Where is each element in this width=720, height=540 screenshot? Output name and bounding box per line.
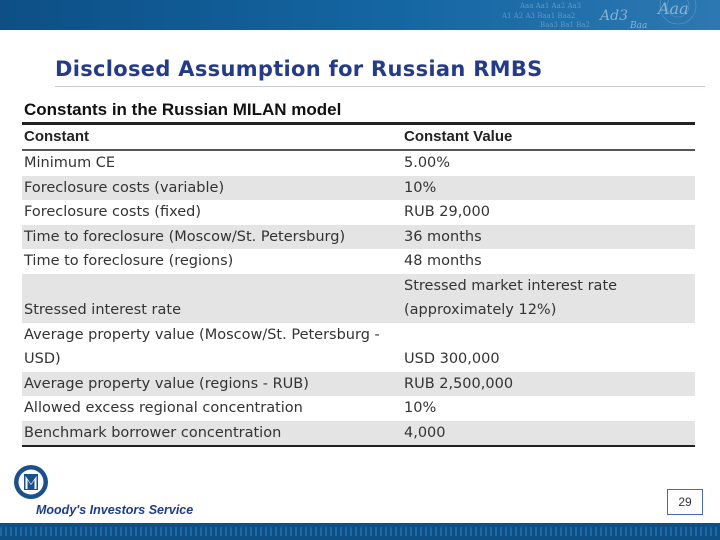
top-banner — [0, 0, 720, 30]
cell-value: USD 300,000 — [404, 351, 500, 367]
page-number: 29 — [667, 489, 703, 515]
column-header-value: Constant Value — [404, 128, 513, 145]
svg-text:Aaa Aa1 Aa2 Aa3: Aaa Aa1 Aa2 Aa3 — [520, 2, 582, 10]
cell-constant: Average property value (regions - RUB) — [24, 375, 309, 392]
moodys-logo-icon — [13, 464, 49, 500]
title-divider — [55, 86, 705, 87]
table-row — [22, 200, 695, 225]
table-row — [22, 396, 695, 421]
cell-value: 10% — [404, 179, 437, 196]
cell-constant: Allowed excess regional concentration — [24, 400, 303, 416]
cell-constant: Foreclosure costs (variable) — [24, 179, 225, 196]
company-name: Moody's Investors Service — [36, 503, 194, 517]
cell-value: 36 months — [404, 228, 482, 245]
cell-constant: Minimum CE — [24, 155, 116, 171]
slide-title: Disclosed Assumption for Russian RMBS — [55, 57, 543, 81]
cell-value: 48 months — [404, 253, 482, 269]
cell-constant: Time to foreclosure (Moscow/St. Petersburg) — [24, 228, 346, 245]
table-heading: Constants in the Russian MILAN model — [24, 100, 342, 119]
svg-text:Ad3: Ad3 — [600, 8, 628, 24]
table-row — [22, 421, 695, 446]
table-row — [22, 249, 695, 274]
column-header-constant: Constant — [24, 128, 89, 145]
bottom-banner — [0, 523, 720, 540]
rating-symbols-decoration — [480, 0, 720, 30]
svg-text:Baa3 Ba1 Ba2: Baa3 Ba1 Ba2 — [540, 21, 590, 29]
table-header-row — [22, 125, 695, 149]
table-body — [22, 151, 695, 445]
cell-constant: Benchmark borrower concentration — [24, 424, 282, 441]
cell-constant: Stressed interest rate — [24, 302, 181, 318]
table-row — [22, 372, 695, 397]
milan-constants-table — [22, 98, 695, 447]
table-row — [22, 274, 695, 323]
cell-value: 10% — [404, 400, 437, 416]
cell-value: Stressed market interest rate (approximately 12%) — [404, 277, 618, 318]
svg-text:A1 A2 A3 Baa1 Baa2: A1 A2 A3 Baa1 Baa2 — [502, 12, 576, 20]
cell-value: RUB 29,000 — [404, 204, 490, 220]
table-row — [22, 151, 695, 176]
cell-constant: Foreclosure costs (fixed) — [24, 204, 202, 220]
table-bottom-rule — [22, 445, 695, 447]
table-row — [22, 225, 695, 250]
cell-value: 5.00% — [404, 155, 451, 171]
cell-value: 4,000 — [404, 424, 446, 441]
svg-text:Baa: Baa — [630, 21, 648, 30]
bottom-banner-stripes — [0, 527, 720, 536]
cell-value: RUB 2,500,000 — [404, 375, 514, 392]
cell-constant: Average property value (Moscow/St. Petersburg - USD) — [24, 326, 380, 367]
table-row — [22, 176, 695, 201]
cell-constant: Time to foreclosure (regions) — [24, 253, 234, 269]
table-row — [22, 323, 695, 372]
svg-text:Aaa: Aaa — [658, 0, 689, 18]
